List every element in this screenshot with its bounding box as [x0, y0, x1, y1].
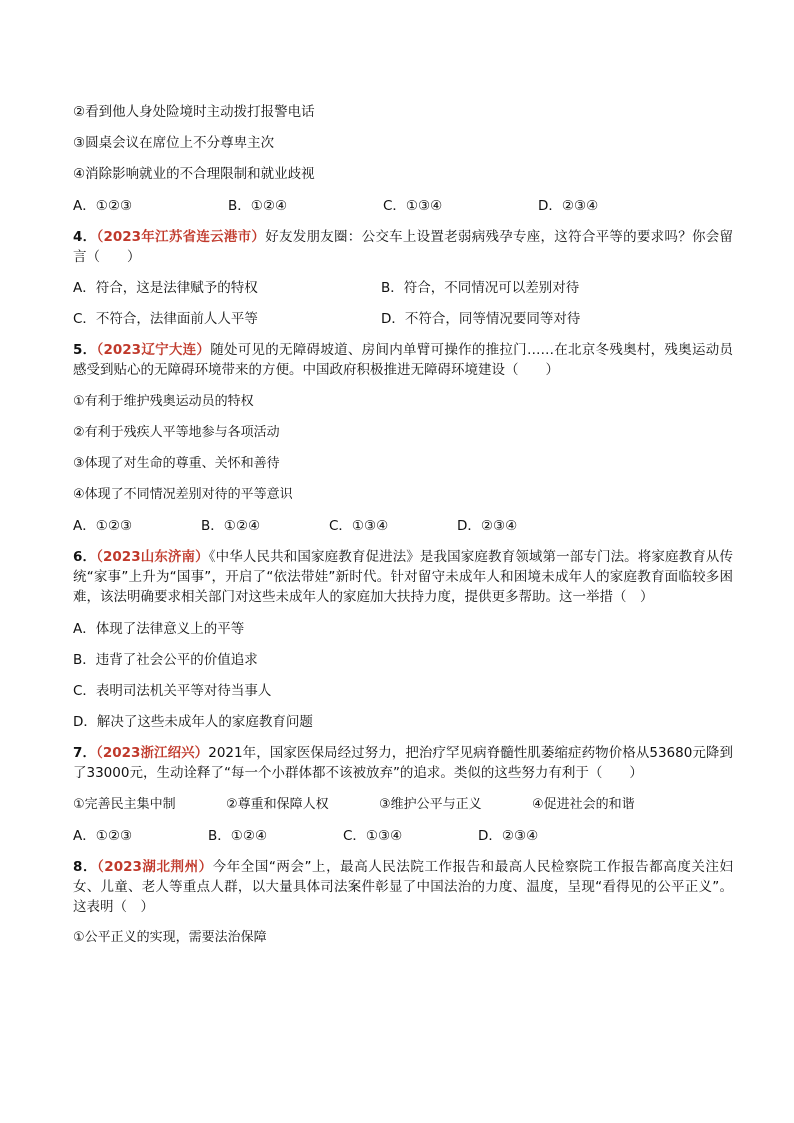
statement-item: ②有利于残疾人平等地参与各项活动: [73, 424, 280, 440]
question-8-stem: [73, 857, 733, 917]
question-4-stem: [73, 227, 733, 267]
option-a: A．①②③: [73, 518, 133, 535]
statement-item: ③维护公平与正义: [379, 796, 482, 812]
question-source: （2023山东济南）: [96, 549, 209, 566]
question-text: 《中华人民共和国家庭教育促进法》是我国家庭教育领域第一部专门法。将家庭教育从传统“家事”上升为“国事”，开启了“依法带娃”新时代。针对留守未成年人和困境未成年人的家庭教育面临较多困难，该法明确要求相关部门对这些未成年人的家庭加大扶持力度，提供更多帮助。这一举措（ ）: [73, 549, 734, 606]
document-content: [73, 102, 733, 959]
option-d: D．解决了这些未成年人的家庭教育问题: [73, 714, 313, 731]
option-a: A．体现了法律意义上的平等: [73, 620, 245, 637]
question-number: 4．: [73, 228, 97, 245]
option-d: D．②③④: [478, 827, 539, 844]
option-d: D．②③④: [457, 518, 518, 535]
option-b: B．①②④: [228, 197, 288, 214]
option-b: B．①②④: [201, 518, 261, 535]
question-source: （2023辽宁大连）: [96, 342, 211, 359]
question-text: 好友发朋友圈：公交车上设置老弱病残孕专座，这符合平等的要求吗？你会留言（ ）: [73, 228, 734, 265]
option-a: A．①②③: [73, 827, 133, 844]
option-c: C．①③④: [383, 197, 443, 214]
question-text: 今年全国“两会”上，最高人民法院工作报告和最高人民检察院工作报告都高度关注妇女、儿童、老人等重点人群，以大量具体司法案件彰显了中国法治的力度、温度，呈现“看得见的公平正义”。这表明（ ）: [73, 858, 733, 915]
statement-item: ①公平正义的实现，需要法治保障: [73, 930, 267, 946]
statement-item: ④促进社会的和谐: [532, 796, 635, 812]
question-text: 2021年，国家医保局经过努力，把治疗罕见病脊髓性肌萎缩症药物价格从53680元降到了33000元，生动诠释了“每一个小群体都不该被放弃”的追求。类似的这些努力有利于（ ）: [73, 745, 733, 782]
option-b: B．①②④: [208, 827, 268, 844]
statement-item: ①有利于维护残奥运动员的特权: [73, 393, 254, 409]
option-b: B．符合，不同情况可以差别对待: [381, 279, 580, 296]
option-d: D．②③④: [538, 197, 599, 214]
option-a: A．符合，这是法律赋予的特权: [73, 279, 258, 296]
option-c: C．①③④: [343, 827, 403, 844]
option-b: B．违背了社会公平的价值追求: [73, 651, 258, 668]
question-7-stem: [73, 743, 733, 783]
question-source: （2023年江苏省连云港市）: [96, 228, 266, 245]
answer-options: [73, 278, 733, 298]
answer-options: [73, 826, 733, 846]
option-c: C．不符合，法律面前人人平等: [73, 311, 258, 328]
statement-items-row: [73, 795, 733, 815]
question-source: （2023浙江绍兴）: [96, 745, 209, 762]
question-text: 随处可见的无障碍坡道、房间内单臂可操作的推拉门……在北京冬残奥村，残奥运动员感受到贴心的无障碍环境带来的方便。中国政府积极推进无障碍环境建设（ ）: [73, 342, 733, 379]
statement-item: ③圆桌会议在席位上不分尊卑主次: [73, 135, 275, 152]
question-number: 8．: [73, 858, 97, 875]
answer-options: [73, 309, 733, 329]
statement-item: ②尊重和保障人权: [226, 796, 329, 812]
question-number: 6．: [73, 549, 97, 566]
answer-options: [73, 516, 733, 536]
question-number: 7．: [73, 745, 97, 762]
option-c: C．①③④: [329, 518, 389, 535]
answer-options: [73, 196, 733, 216]
question-source: （2023湖北荆州）: [97, 858, 213, 875]
statement-item: ①完善民主集中制: [73, 796, 176, 812]
statement-item: ④消除影响就业的不合理限制和就业歧视: [73, 166, 315, 183]
question-6-stem: [73, 547, 733, 607]
statement-item: ④体现了不同情况差别对待的平等意识: [73, 487, 293, 503]
option-d: D．不符合，同等情况要同等对待: [381, 311, 581, 328]
statement-item: ②看到他人身处险境时主动拨打报警电话: [73, 104, 315, 120]
question-number: 5．: [73, 342, 97, 359]
question-5-stem: [73, 340, 733, 380]
option-a: A．①②③: [73, 197, 133, 214]
option-c: C．表明司法机关平等对待当事人: [73, 683, 272, 699]
statement-item: ③体现了对生命的尊重、关怀和善待: [73, 455, 280, 471]
